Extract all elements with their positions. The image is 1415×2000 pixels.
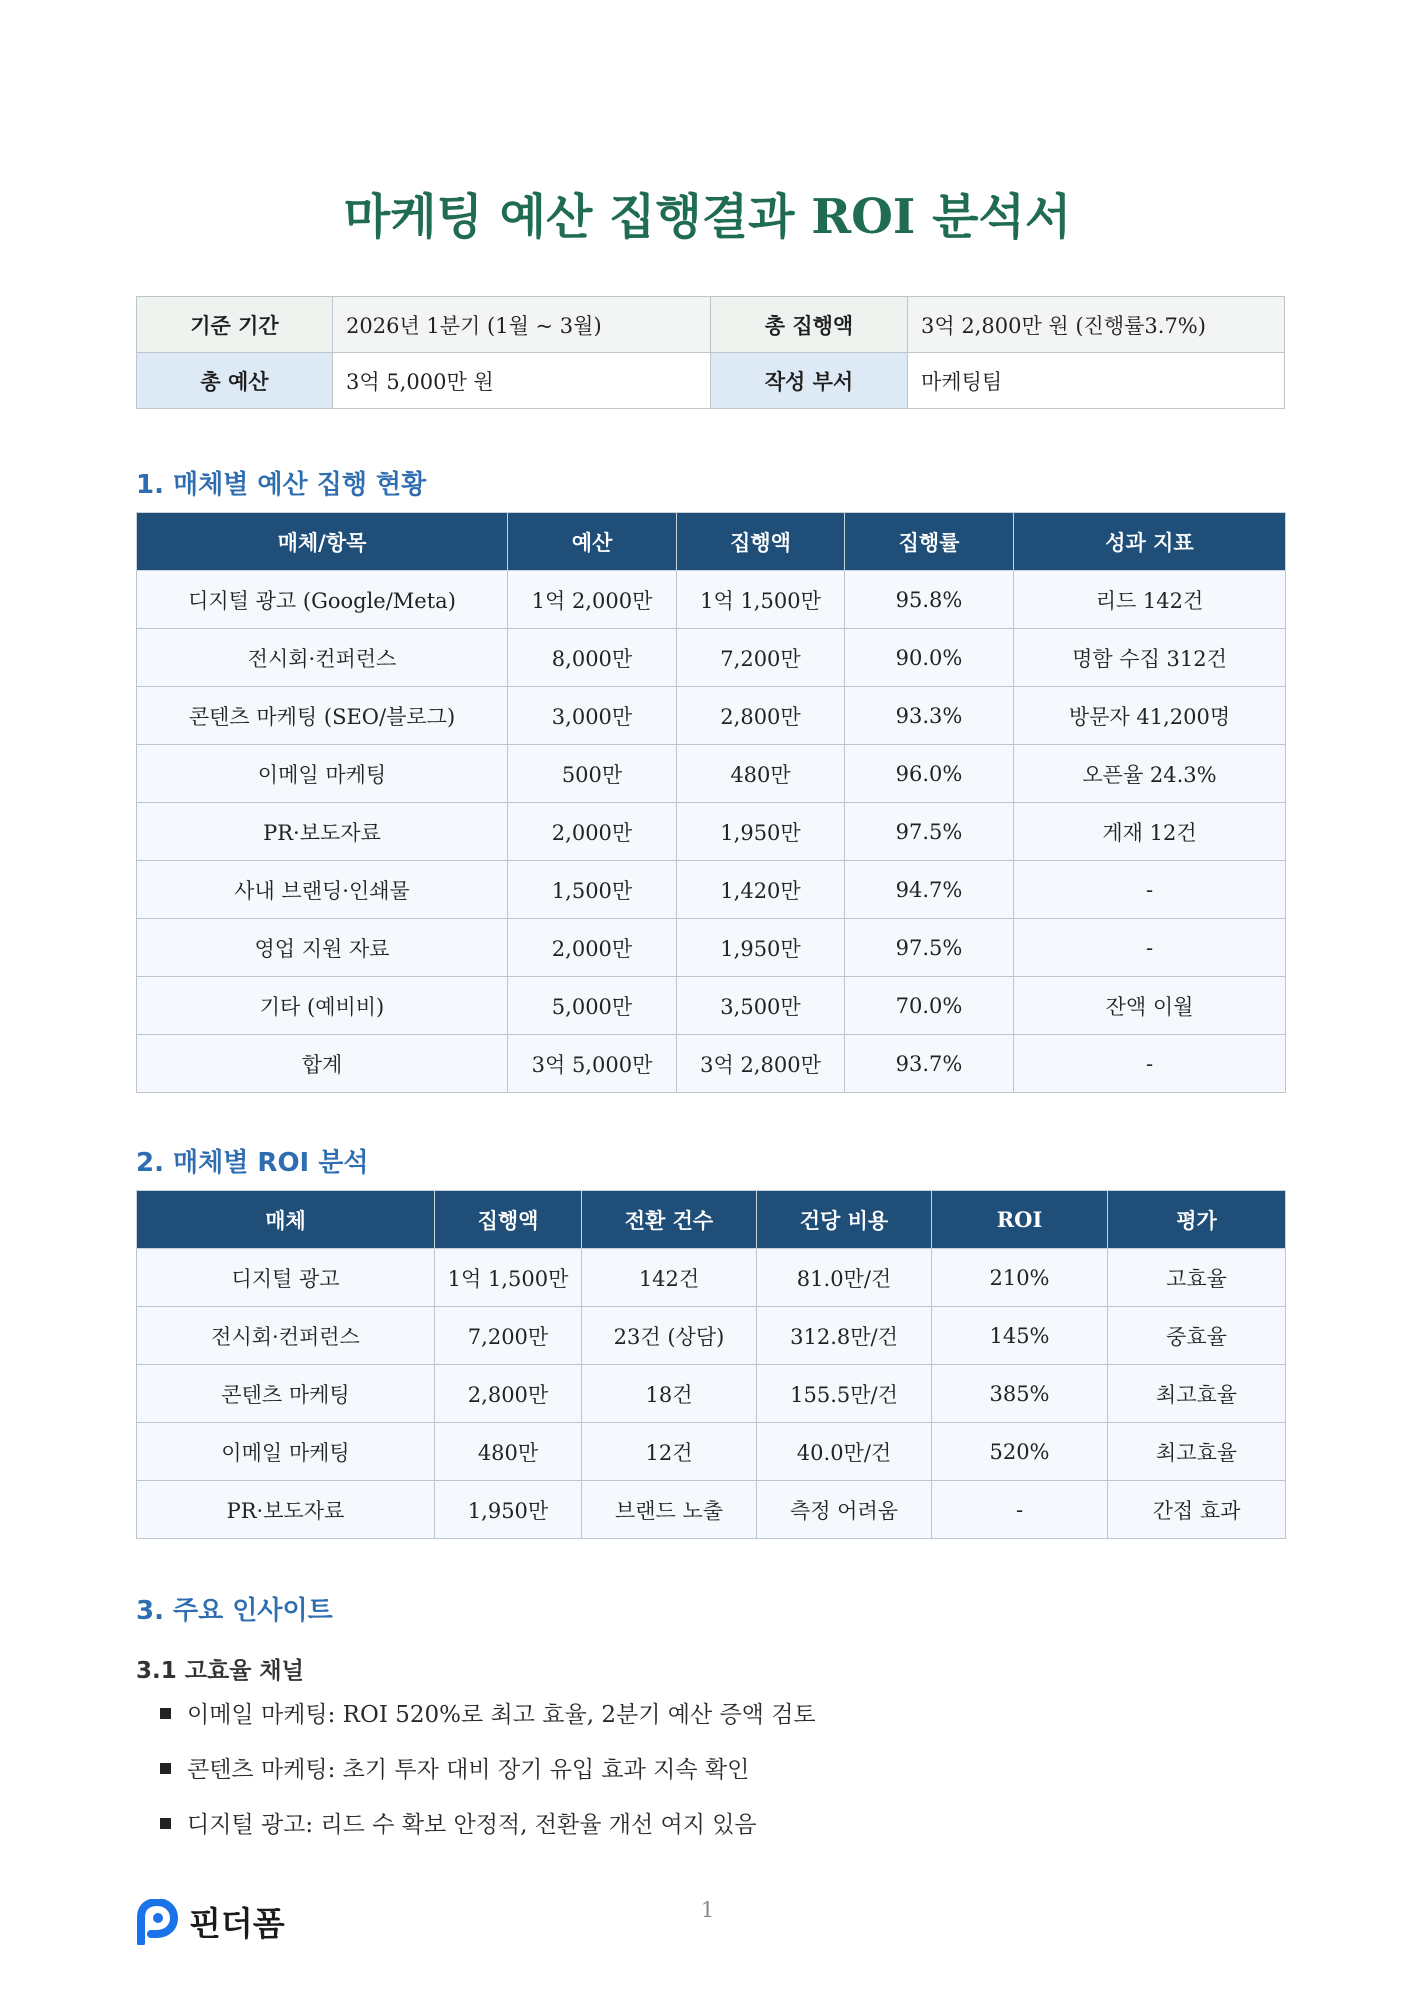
table-cell: 90.0% bbox=[845, 629, 1014, 687]
table-cell: 전시회·컨퍼런스 bbox=[137, 629, 508, 687]
spent-label: 총 집행액 bbox=[711, 297, 908, 353]
period-label: 기준 기간 bbox=[137, 297, 333, 353]
info-table bbox=[136, 296, 1285, 409]
list-item bbox=[160, 1810, 816, 1865]
section3-heading: 3. 주요 인사이트 bbox=[136, 1596, 333, 1626]
table-cell: 8,000만 bbox=[508, 629, 677, 687]
table-row bbox=[137, 687, 1286, 745]
table-cell: - bbox=[932, 1481, 1108, 1539]
header-cell: 전환 건수 bbox=[582, 1191, 757, 1249]
table-row bbox=[137, 861, 1286, 919]
document-title: 마케팅 예산 집행결과 ROI 분석서 bbox=[343, 189, 1072, 245]
table-cell: 1,950만 bbox=[677, 919, 845, 977]
table-cell: 70.0% bbox=[845, 977, 1014, 1035]
table-cell: 간접 효과 bbox=[1108, 1481, 1286, 1539]
spent-value: 3억 2,800만 원 (진행률3.7%) bbox=[908, 297, 1285, 353]
header-cell: 집행액 bbox=[677, 513, 845, 571]
table-row bbox=[137, 745, 1286, 803]
table-cell: 1,950만 bbox=[677, 803, 845, 861]
table-cell: 디지털 광고 bbox=[137, 1249, 435, 1307]
budget-label: 총 예산 bbox=[137, 353, 333, 409]
info-row bbox=[137, 297, 1285, 353]
table-cell: 합계 bbox=[137, 1035, 508, 1093]
table-cell: 5,000만 bbox=[508, 977, 677, 1035]
header-cell: 평가 bbox=[1108, 1191, 1286, 1249]
table-cell: 게재 12건 bbox=[1014, 803, 1286, 861]
table-cell: 중효율 bbox=[1108, 1307, 1286, 1365]
table-cell: 7,200만 bbox=[677, 629, 845, 687]
square-bullet-icon bbox=[160, 1763, 171, 1774]
list-item bbox=[160, 1755, 816, 1810]
table-row bbox=[137, 571, 1286, 629]
table-row bbox=[137, 919, 1286, 977]
table-cell: 40.0만/건 bbox=[757, 1423, 932, 1481]
list-item bbox=[160, 1700, 816, 1755]
table-cell: 콘텐츠 마케팅 bbox=[137, 1365, 435, 1423]
table-row bbox=[137, 1035, 1286, 1093]
dept-value: 마케팅팀 bbox=[908, 353, 1285, 409]
header-cell: 건당 비용 bbox=[757, 1191, 932, 1249]
budget-table bbox=[136, 512, 1286, 1093]
table-cell: PR·보도자료 bbox=[137, 803, 508, 861]
table-cell: 81.0만/건 bbox=[757, 1249, 932, 1307]
table-cell: 기타 (예비비) bbox=[137, 977, 508, 1035]
list-item-text: 디지털 광고: 리드 수 확보 안정적, 전환율 개선 여지 있음 bbox=[187, 1812, 757, 1838]
table-cell: 고효율 bbox=[1108, 1249, 1286, 1307]
table-cell: 3억 2,800만 bbox=[677, 1035, 845, 1093]
table-cell: 잔액 이월 bbox=[1014, 977, 1286, 1035]
table-cell: 480만 bbox=[677, 745, 845, 803]
table-cell: 145% bbox=[932, 1307, 1108, 1365]
section3-subheading: 3.1 고효율 채널 bbox=[136, 1658, 304, 1684]
period-value: 2026년 1분기 (1월 ~ 3월) bbox=[333, 297, 711, 353]
header-cell: 매체 bbox=[137, 1191, 435, 1249]
table-cell: 콘텐츠 마케팅 (SEO/블로그) bbox=[137, 687, 508, 745]
table-cell: 520% bbox=[932, 1423, 1108, 1481]
table-cell: 1억 2,000만 bbox=[508, 571, 677, 629]
table-row bbox=[137, 1307, 1286, 1365]
table-cell: 93.7% bbox=[845, 1035, 1014, 1093]
table-cell: 명함 수집 312건 bbox=[1014, 629, 1286, 687]
list-item-text: 이메일 마케팅: ROI 520%로 최고 효율, 2분기 예산 증액 검토 bbox=[187, 1702, 816, 1728]
table-cell: PR·보도자료 bbox=[137, 1481, 435, 1539]
table-row bbox=[137, 1365, 1286, 1423]
table-cell: 96.0% bbox=[845, 745, 1014, 803]
table-row bbox=[137, 1423, 1286, 1481]
section2-heading: 2. 매체별 ROI 분석 bbox=[136, 1148, 369, 1178]
square-bullet-icon bbox=[160, 1708, 171, 1719]
table-cell: 1,500만 bbox=[508, 861, 677, 919]
table-cell: 2,000만 bbox=[508, 919, 677, 977]
table-cell: 142건 bbox=[582, 1249, 757, 1307]
brand-name: 핀더폼 bbox=[189, 1904, 285, 1943]
table-cell: 155.5만/건 bbox=[757, 1365, 932, 1423]
table-cell: 93.3% bbox=[845, 687, 1014, 745]
table-cell: 이메일 마케팅 bbox=[137, 745, 508, 803]
table-cell: - bbox=[1014, 919, 1286, 977]
table-cell: 3,500만 bbox=[677, 977, 845, 1035]
table-cell: 480만 bbox=[435, 1423, 582, 1481]
table-cell: 디지털 광고 (Google/Meta) bbox=[137, 571, 508, 629]
table-cell: 2,000만 bbox=[508, 803, 677, 861]
table-cell: 3억 5,000만 bbox=[508, 1035, 677, 1093]
header-cell: ROI bbox=[932, 1191, 1108, 1249]
table-cell: 500만 bbox=[508, 745, 677, 803]
table-cell: 385% bbox=[932, 1365, 1108, 1423]
table-cell: 12건 bbox=[582, 1423, 757, 1481]
page-number: 1 bbox=[700, 1898, 715, 1922]
table-row bbox=[137, 629, 1286, 687]
table-cell: 최고효율 bbox=[1108, 1365, 1286, 1423]
info-row bbox=[137, 353, 1285, 409]
table-cell: 1,950만 bbox=[435, 1481, 582, 1539]
table-row bbox=[137, 977, 1286, 1035]
header-cell: 예산 bbox=[508, 513, 677, 571]
table-row bbox=[137, 803, 1286, 861]
table-cell: 23건 (상담) bbox=[582, 1307, 757, 1365]
table-cell: 사내 브랜딩·인쇄물 bbox=[137, 861, 508, 919]
table-cell: 95.8% bbox=[845, 571, 1014, 629]
insight-list bbox=[160, 1700, 816, 1865]
table-cell: 3,000만 bbox=[508, 687, 677, 745]
header-cell: 매체/항목 bbox=[137, 513, 508, 571]
table-cell: 1억 1,500만 bbox=[435, 1249, 582, 1307]
table-cell: - bbox=[1014, 861, 1286, 919]
table-cell: 브랜드 노출 bbox=[582, 1481, 757, 1539]
budget-value: 3억 5,000만 원 bbox=[333, 353, 711, 409]
table-cell: 오픈율 24.3% bbox=[1014, 745, 1286, 803]
section1-heading: 1. 매체별 예산 집행 현황 bbox=[136, 470, 427, 500]
list-item-text: 콘텐츠 마케팅: 초기 투자 대비 장기 유입 효과 지속 확인 bbox=[187, 1757, 750, 1783]
table-cell: - bbox=[1014, 1035, 1286, 1093]
header-cell: 집행률 bbox=[845, 513, 1014, 571]
table-cell: 1억 1,500만 bbox=[677, 571, 845, 629]
table-row bbox=[137, 1481, 1286, 1539]
table-cell: 210% bbox=[932, 1249, 1108, 1307]
table-cell: 1,420만 bbox=[677, 861, 845, 919]
table-row bbox=[137, 1249, 1286, 1307]
table-cell: 2,800만 bbox=[677, 687, 845, 745]
table-cell: 94.7% bbox=[845, 861, 1014, 919]
table-cell: 7,200만 bbox=[435, 1307, 582, 1365]
table-cell: 방문자 41,200명 bbox=[1014, 687, 1286, 745]
table-cell: 리드 142건 bbox=[1014, 571, 1286, 629]
table-cell: 측정 어려움 bbox=[757, 1481, 932, 1539]
table-cell: 2,800만 bbox=[435, 1365, 582, 1423]
square-bullet-icon bbox=[160, 1818, 171, 1829]
roi-table-header bbox=[137, 1191, 1286, 1249]
table-cell: 18건 bbox=[582, 1365, 757, 1423]
budget-table-header bbox=[137, 513, 1286, 571]
table-cell: 97.5% bbox=[845, 803, 1014, 861]
roi-table bbox=[136, 1190, 1286, 1539]
table-cell: 전시회·컨퍼런스 bbox=[137, 1307, 435, 1365]
header-cell: 집행액 bbox=[435, 1191, 582, 1249]
table-cell: 이메일 마케팅 bbox=[137, 1423, 435, 1481]
table-cell: 영업 지원 자료 bbox=[137, 919, 508, 977]
table-cell: 최고효율 bbox=[1108, 1423, 1286, 1481]
table-cell: 312.8만/건 bbox=[757, 1307, 932, 1365]
dept-label: 작성 부서 bbox=[711, 353, 908, 409]
header-cell: 성과 지표 bbox=[1014, 513, 1286, 571]
table-cell: 97.5% bbox=[845, 919, 1014, 977]
